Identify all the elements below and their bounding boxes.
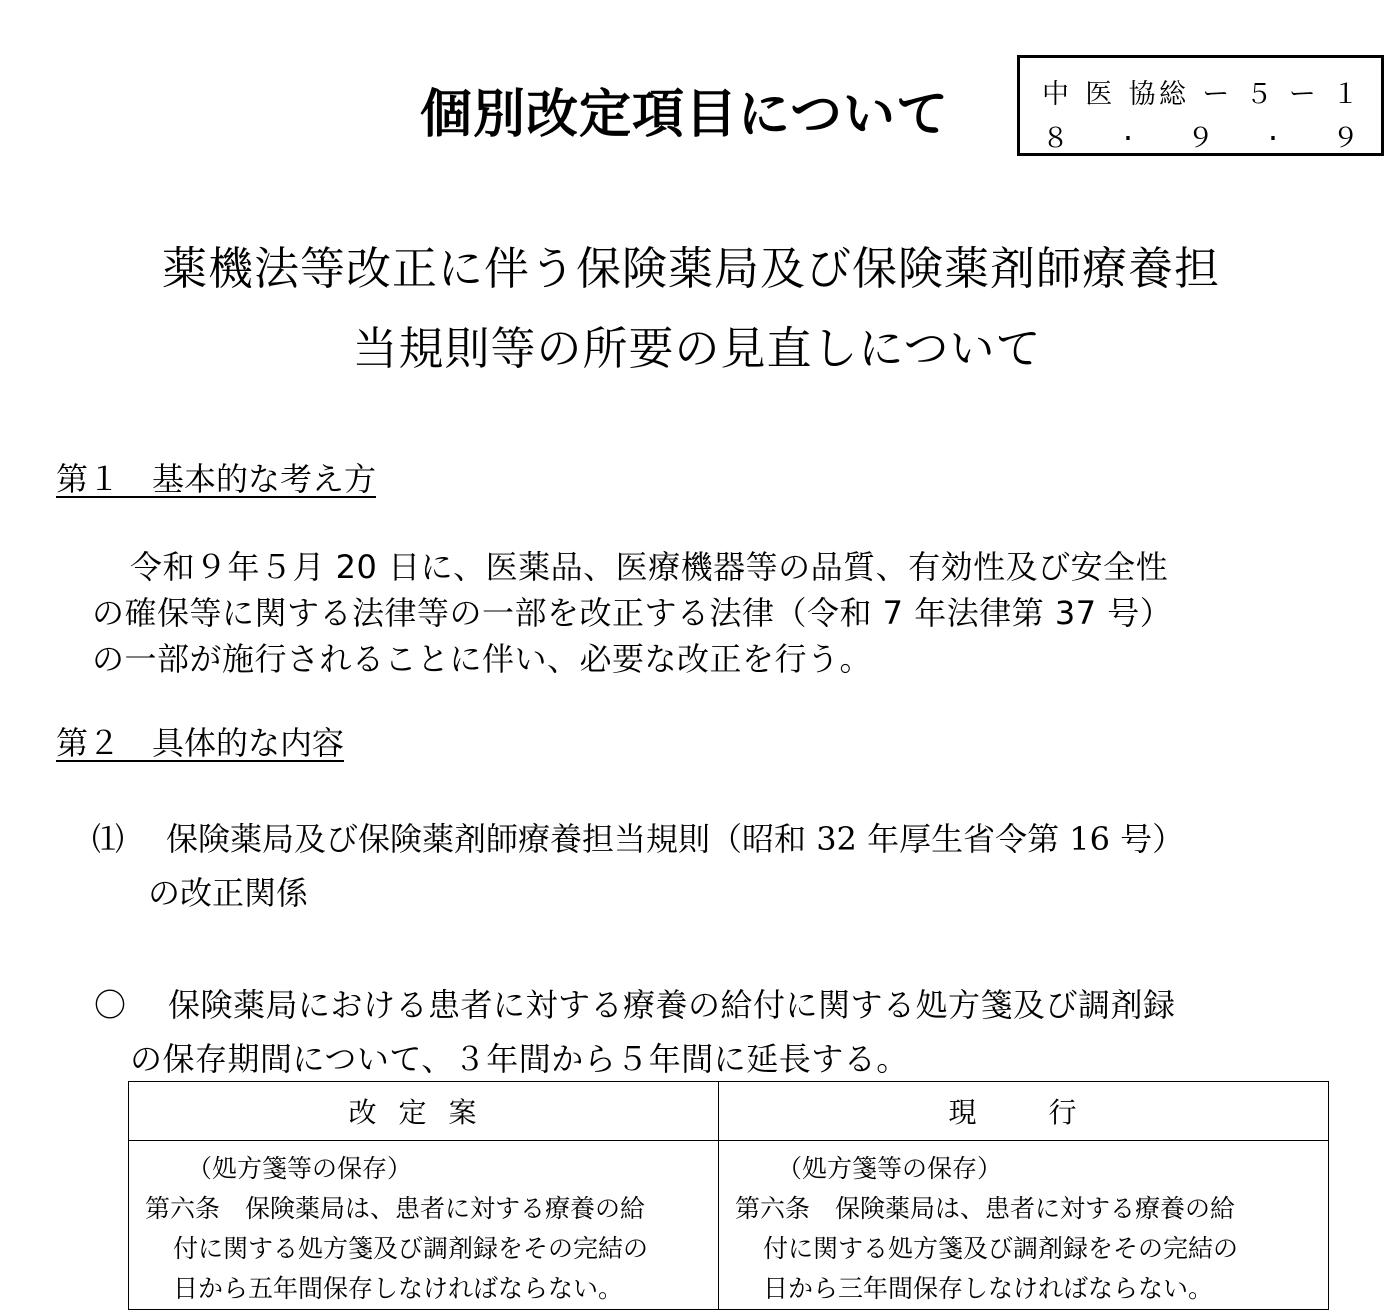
reference-date-day: ９ bbox=[1331, 123, 1359, 154]
proposed-article-caption: （処方箋等の保存） bbox=[187, 1154, 413, 1183]
bullet-text-line-1: 保険薬局における患者に対する療養の給付に関する処方箋及び調剤録 bbox=[168, 986, 1176, 1024]
bullet-text-line-2: の保存期間について、３年間から５年間に延長する。 bbox=[130, 1040, 909, 1078]
reference-date-separator: . bbox=[1119, 116, 1137, 147]
item-1-title-reference: （昭和 32 年厚生省令第 16 号） bbox=[710, 820, 1185, 858]
section-1-paragraph-line: の確保等に関する法律等の一部を改正する法律（令和 7 年法律第 37 号） bbox=[92, 594, 1173, 632]
proposed-cell bbox=[129, 1141, 719, 1310]
section-1-paragraph-line: の一部が施行されることに伴い、必要な改正を行う。 bbox=[92, 640, 873, 678]
item-1-number: ⑴ bbox=[92, 820, 125, 858]
reference-date-year: ８ bbox=[1042, 123, 1069, 154]
proposed-article-line: 日から五年間保存しなければならない。 bbox=[173, 1274, 624, 1303]
column-header-current: 現 行 bbox=[719, 1082, 1329, 1141]
current-cell bbox=[719, 1141, 1329, 1310]
reference-date-month: ９ bbox=[1186, 123, 1214, 154]
item-1-title-rule: 保険薬局及び保険薬剤師療養担当規則 bbox=[166, 820, 711, 858]
reference-row-date bbox=[1042, 116, 1359, 154]
section-1-heading: 第１ 基本的な考え方 bbox=[56, 460, 377, 498]
current-article-line: 付に関する処方箋及び調剤録をその完結の bbox=[763, 1234, 1239, 1263]
item-1-title bbox=[166, 814, 1184, 860]
item-1-title-line-2: の改正関係 bbox=[148, 874, 309, 912]
reference-number-box bbox=[1017, 55, 1384, 156]
reference-date-separator: . bbox=[1264, 116, 1282, 147]
reference-committee: 中 医 協 bbox=[1042, 79, 1156, 110]
current-article-line: 日から三年間保存しなければならない。 bbox=[763, 1274, 1214, 1303]
bullet-circle-icon: 〇 bbox=[94, 986, 127, 1024]
comparison-table bbox=[128, 1081, 1329, 1310]
proposed-article-line: 第六条 保険薬局は、患者に対する療養の給 bbox=[145, 1194, 646, 1223]
proposed-article-line: 付に関する処方箋及び調剤録をその完結の bbox=[173, 1234, 649, 1263]
main-title-line-1: 薬機法等改正に伴う保険薬局及び保険薬剤師療養担 bbox=[161, 242, 1220, 295]
main-title-line-2: 当規則等の所要の見直しについて bbox=[352, 322, 1042, 375]
table-header-row bbox=[129, 1082, 1329, 1141]
reference-document-number: 総 ー ５ ー １ bbox=[1158, 79, 1359, 110]
section-2-heading: 第２ 具体的な内容 bbox=[56, 724, 345, 762]
section-1-paragraph-line: 令和９年５月 20 日に、医薬品、医療機器等の品質、有効性及び安全性 bbox=[130, 548, 1169, 586]
table-row bbox=[129, 1141, 1329, 1310]
current-article-caption: （処方箋等の保存） bbox=[777, 1154, 1003, 1183]
column-header-proposed: 改定案 bbox=[129, 1082, 719, 1141]
document-title: 個別改定項目について bbox=[420, 85, 949, 145]
reference-row-committee bbox=[1042, 72, 1359, 110]
current-article-line: 第六条 保険薬局は、患者に対する療養の給 bbox=[735, 1194, 1236, 1223]
